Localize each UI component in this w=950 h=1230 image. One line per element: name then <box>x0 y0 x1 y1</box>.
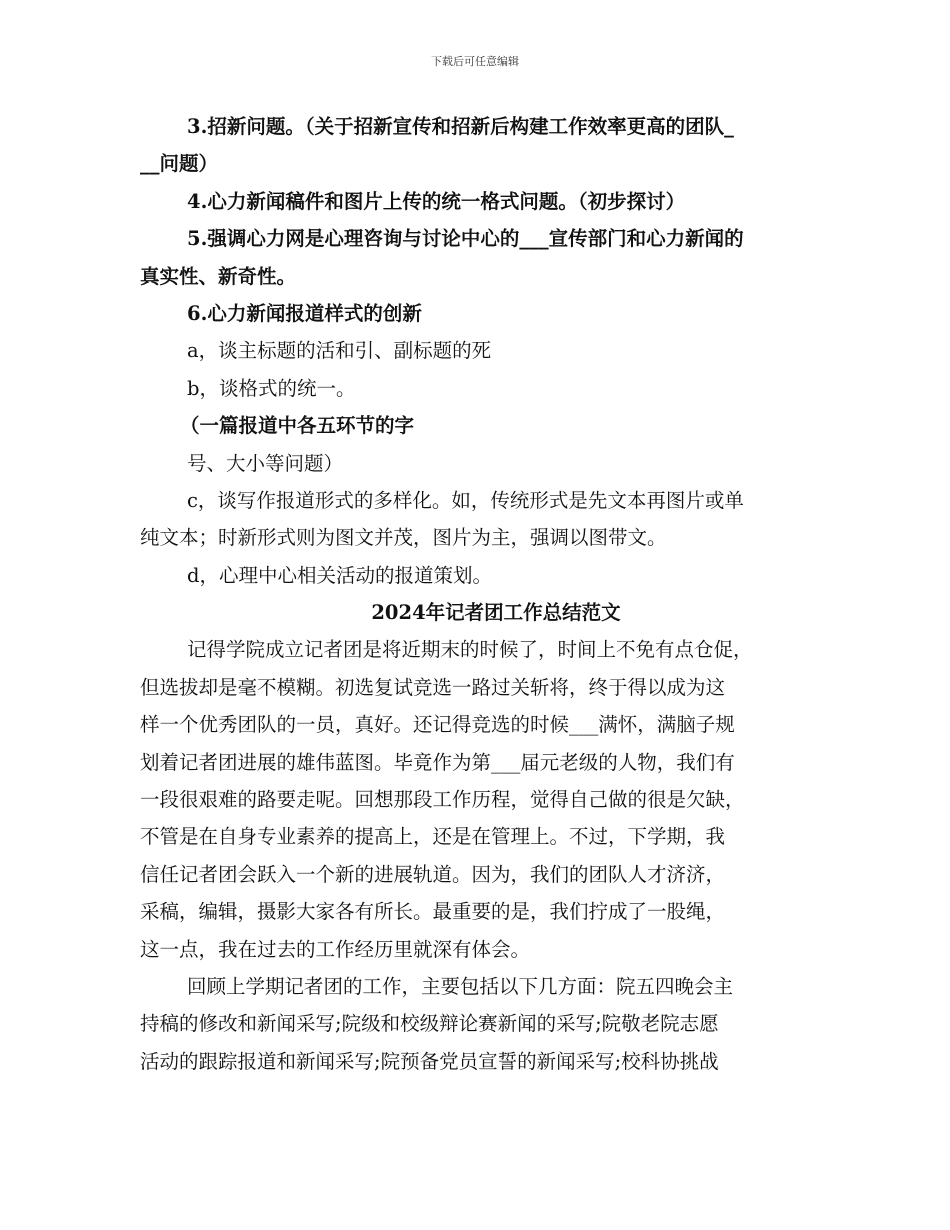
sub-item-b: b，谈格式的统一。 <box>187 376 356 400</box>
paragraph-1-line-5: 一段很艰难的路要走呢。回想那段工作历程，觉得自己做的很是欠缺， <box>140 788 745 812</box>
sub-item-c-line-2: 纯文本；时新形式则为图文并茂，图片为主，强调以图带文。 <box>140 526 667 550</box>
paragraph-1-line-6: 不管是在自身专业素养的提高上，还是在管理上。不过，下学期，我 <box>140 825 726 849</box>
item-6: 6.心力新闻报道样式的创新 <box>187 301 422 325</box>
item-4: 4.心力新闻稿件和图片上传的统一格式问题。（初步探讨） <box>187 189 686 213</box>
paragraph-1-line-2: 但选拔却是毫不模糊。初选复试竞选一路过关斩将，终于得以成为这 <box>140 675 726 699</box>
item-3-line-1: 3.招新问题。（关于招新宣传和招新后构建工作效率更高的团队_ <box>187 115 734 138</box>
sub-item-c-line-1: c，谈写作报道形式的多样化。如，传统形式是先文本再图片或单 <box>187 488 744 512</box>
item-5-line-2: 真实性、新奇性。 <box>140 264 297 288</box>
item-3-line-2: __问题） <box>140 152 219 176</box>
section-title: 2024年记者团工作总结范文 <box>371 601 621 625</box>
sub-item-d: d，心理中心相关活动的报道策划。 <box>187 563 492 587</box>
sub-item-a: a，谈主标题的活和引、副标题的死 <box>187 339 492 363</box>
paragraph-1-line-3: 样一个优秀团队的一员，真好。还记得竞选的时候___满怀，满脑子规 <box>140 713 735 737</box>
paragraph-1-line-7: 信任记者团会跃入一个新的进展轨道。因为，我们的团队人才济济， <box>140 862 726 886</box>
sub-item-b-note-line-2: 号、大小等问题） <box>187 451 344 475</box>
paragraph-1-line-9: 这一点，我在过去的工作经历里就深有体会。 <box>140 937 531 961</box>
paragraph-2-line-1: 回顾上学期记者团的工作，主要包括以下几方面：院五四晚会主 <box>187 974 734 998</box>
sub-item-b-note-line-1: （一篇报道中各五环节的字 <box>180 414 415 438</box>
paragraph-2-line-3: 活动的跟踪报道和新闻采写;院预备党员宣誓的新闻采写;校科协挑战 <box>140 1049 719 1073</box>
document-body <box>140 108 812 1080</box>
item-5-line-1: 5.强调心力网是心理咨询与讨论中心的___宣传部门和心力新闻的 <box>187 227 744 251</box>
page-header-note: 下载后可任意编辑 <box>431 55 519 68</box>
paragraph-1-line-4: 划着记者团进展的雄伟蓝图。毕竟作为第___届元老级的人物，我们有 <box>140 750 735 774</box>
paragraph-1-line-8: 采稿，编辑，摄影大家各有所长。最重要的是，我们拧成了一股绳， <box>140 900 726 924</box>
paragraph-2-line-2: 持稿的修改和新闻采写;院级和校级辩论赛新闻的采写;院敬老院志愿 <box>140 1012 719 1036</box>
paragraph-1-line-1: 记得学院成立记者团是将近期末的时候了，时间上不免有点仓促， <box>187 638 753 662</box>
